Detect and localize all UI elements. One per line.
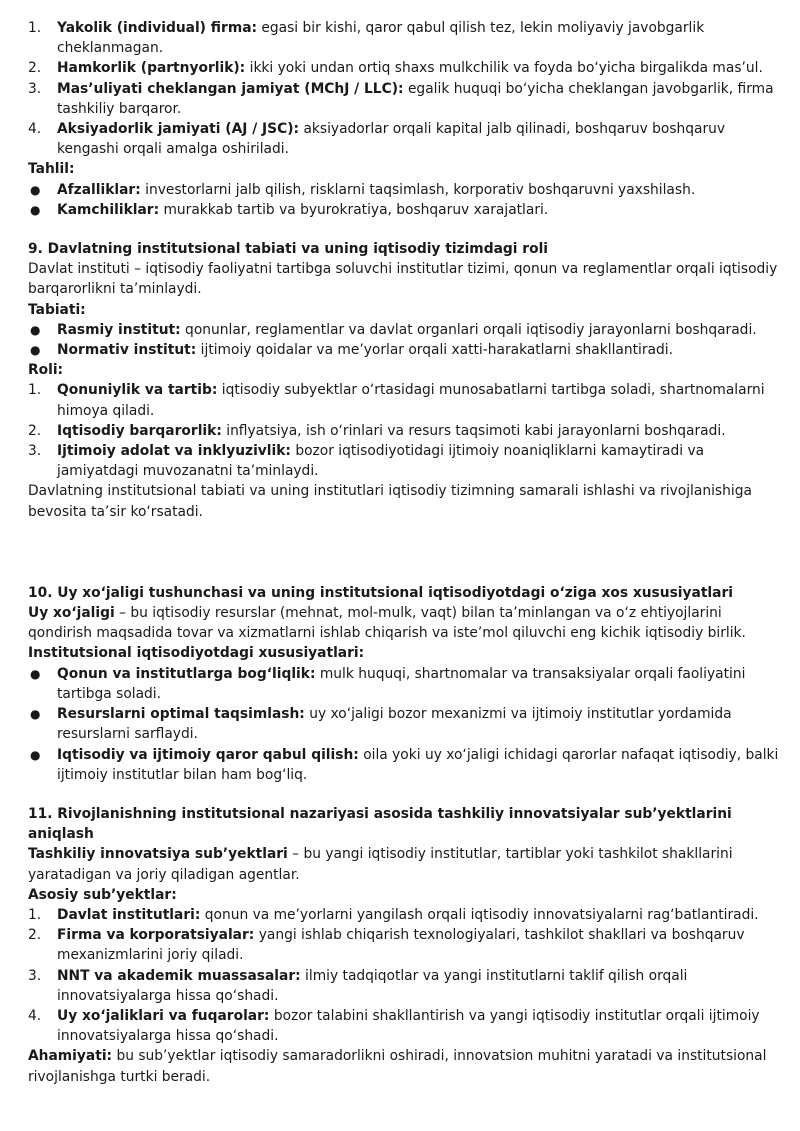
- tahlil-heading: Tahlil:: [28, 161, 75, 178]
- item-text: yangi ishlab chiqarish texnologiyalari, tashkilot shakllari va boshqaruv mexanizmlarini joriy qiladi.: [57, 927, 745, 964]
- item-term: Rasmiy institut:: [57, 321, 181, 338]
- bullet-icon: ●: [30, 707, 41, 722]
- features-heading: Institutsional iqtisodiyotdagi xususiyatlari:: [28, 645, 365, 662]
- item-text: qonunlar, reglamentlar va davlat organlari orqali iqtisodiy jarayonlarni boshqaradi.: [180, 321, 757, 338]
- item-term: Resurslarni optimal taqsimlash:: [57, 706, 305, 723]
- list-item: [28, 119, 784, 159]
- list-item: [28, 966, 784, 1006]
- item-text: uy xo‘jaligi bozor mexanizmi va ijtimoiy institutlar yordamida resurslarni sarflaydi.: [57, 706, 732, 743]
- item-number: 3.: [28, 80, 42, 97]
- bullet-icon: ●: [30, 747, 41, 762]
- bullet-item: [28, 320, 784, 340]
- bullet-icon: ●: [30, 343, 41, 358]
- list-item: [28, 18, 784, 58]
- bullet-icon: ●: [30, 202, 41, 217]
- list-item: [28, 1006, 784, 1046]
- item-text: investorlarni jalb qilish, risklarni taqsimlash, korporativ boshqaruvni yaxshilash.: [140, 181, 696, 198]
- item-term: Hamkorlik (partnyorlik):: [57, 60, 246, 77]
- item-number: 1.: [28, 20, 42, 36]
- list-item: [28, 925, 784, 965]
- section-10-title: 10. Uy xo‘jaligi tushunchasi va uning institutsional iqtisodiyotdagi o‘ziga xos xususiyatlari: [28, 584, 734, 601]
- item-text: bozor talabini shakllantirish va yangi iqtisodiy institutlar orqali ijtimoiy innovatsiyalarga hissa qo‘shadi.: [57, 1007, 760, 1045]
- item-term: Uy xo‘jaliklari va fuqarolar:: [57, 1007, 270, 1024]
- item-number: 1.: [28, 382, 42, 399]
- definition-term: Uy xo‘jaligi: [28, 605, 115, 622]
- list-item: [28, 441, 784, 481]
- item-text: egasi bir kishi, qaror qabul qilish tez, lekin moliyaviy javobgarlik cheklanmagan.: [57, 20, 705, 57]
- definition-text: – bu iqtisodiy resurslar (mehnat, mol-mulk, vaqt) bilan ta’minlangan va o‘z ehtiyojlarini qondirish maqsadida tovar va xizmatlarni ishlab chiqarish va iste’mol qiluvchi eng kichik iqtisodiy birlik.: [28, 605, 746, 642]
- bullet-icon: ●: [30, 666, 41, 681]
- item-term: Qonun va institutlarga bog‘liqlik:: [57, 665, 316, 682]
- item-term: Kamchiliklar:: [57, 201, 160, 218]
- section-11-definition: [28, 844, 784, 884]
- item-number: 2.: [28, 60, 42, 77]
- ahamiyati-paragraph: [28, 1046, 784, 1086]
- item-text: ijtimoiy qoidalar va me’yorlar orqali xatti-harakatlarni shakllantiradi.: [196, 342, 673, 359]
- item-text: inflyatsiya, ish o‘rinlari va resurs taqsimoti kabi jarayonlarni boshqaradi.: [221, 422, 726, 439]
- item-number: 1.: [28, 906, 42, 923]
- item-term: Iqtisodiy barqarorlik:: [57, 422, 222, 439]
- item-text: egalik huquqi bo‘yicha cheklangan javobgarlik, firma tashkiliy barqaror.: [57, 80, 774, 117]
- item-text: oila yoki uy xo‘jaligi ichidagi qarorlar nafaqat iqtisodiy, balki ijtimoiy institutlar bilan ham bog‘liq.: [57, 746, 779, 783]
- section-9-title: 9. Davlatning institutsional tabiati va uning iqtisodiy tizimdagi roli: [28, 241, 549, 258]
- item-term: Mas’uliyati cheklangan jamiyat (MChJ / LLC):: [57, 80, 404, 97]
- list-item: [28, 79, 784, 119]
- item-term: Aksiyadorlik jamiyati (AJ / JSC):: [57, 121, 300, 138]
- list-item: [28, 421, 784, 441]
- item-term: Yakolik (individual) firma:: [57, 20, 258, 36]
- item-text: qonun va me’yorlarni yangilash orqali iqtisodiy innovatsiyalarni rag‘batlantiradi.: [200, 906, 759, 923]
- roli-heading: Roli:: [28, 362, 64, 379]
- item-number: 3.: [28, 443, 42, 460]
- definition-term: Tashkiliy innovatsiya sub’yektlari: [28, 846, 288, 863]
- item-number: 4.: [28, 1007, 42, 1024]
- bullet-icon: ●: [30, 182, 41, 197]
- tabiati-heading: Tabiati:: [28, 301, 86, 318]
- item-term: Normativ institut:: [57, 342, 197, 359]
- section-9-intro: Davlat instituti – iqtisodiy faoliyatni tartibga soluvchi institutlar tizimi, qonun va reglamentlar orqali iqtisodiy barqarorlikni ta’minlaydi.: [28, 261, 778, 298]
- item-text: ilmiy tadqiqotlar va yangi institutlarni taklif qilish orqali innovatsiyalarga hissa qo‘shadi.: [57, 967, 688, 1004]
- item-text: murakkab tartib va byurokratiya, boshqaruv xarajatlari.: [159, 201, 549, 218]
- item-text: iqtisodiy subyektlar o‘rtasidagi munosabatlarni tartibga soladi, shartnomalarni himoya qiladi.: [57, 382, 765, 419]
- item-term: Iqtisodiy va ijtimoiy qaror qabul qilish:: [57, 746, 359, 763]
- item-text: mulk huquqi, shartnomalar va transaksiyalar orqali faoliyatini tartibga soladi.: [57, 665, 746, 702]
- subjects-heading: Asosiy sub’yektlar:: [28, 886, 177, 903]
- item-term: Davlat institutlari:: [57, 906, 201, 923]
- item-text: aksiyadorlar orqali kapital jalb qilinadi, boshqaruv boshqaruv kengashi orqali amalga oshiriladi.: [57, 121, 726, 158]
- list-item: [28, 905, 784, 925]
- item-text: ikki yoki undan ortiq shaxs mulkchilik va foyda bo‘yicha birgalikda mas’ul.: [245, 60, 763, 77]
- section-11-title: 11. Rivojlanishning institutsional nazariyasi asosida tashkiliy innovatsiyalar sub’yektlarini aniqlash: [28, 805, 732, 843]
- item-term: Ijtimoiy adolat va inklyuzivlik:: [57, 443, 291, 460]
- item-number: 3.: [28, 967, 42, 984]
- list-item: [28, 58, 784, 78]
- ahamiyati-text: bu sub’yektlar iqtisodiy samaradorlikni oshiradi, innovatsion muhitni yaratadi va institutsional rivojlanishga turtki beradi.: [28, 1048, 767, 1085]
- bullet-item: [28, 664, 784, 704]
- item-term: Qonuniylik va tartib:: [57, 382, 218, 399]
- ahamiyati-term: Ahamiyati:: [28, 1048, 113, 1065]
- item-term: Afzalliklar:: [57, 181, 141, 198]
- definition-text: – bu yangi iqtisodiy institutlar, tartiblar yoki tashkilot shakllarini yaratadigan va joriy qiladigan agentlar.: [28, 846, 733, 883]
- section-10-definition: [28, 603, 784, 643]
- bullet-item: [28, 180, 784, 200]
- bullet-item: [28, 745, 784, 785]
- list-item: [28, 380, 784, 420]
- item-term: NNT va akademik muassasalar:: [57, 967, 301, 984]
- item-term: Firma va korporatsiyalar:: [57, 927, 255, 944]
- bullet-item: [28, 704, 784, 744]
- item-number: 4.: [28, 121, 42, 138]
- bullet-item: [28, 200, 784, 220]
- bullet-icon: ●: [30, 322, 41, 337]
- item-text: bozor iqtisodiyotidagi ijtimoiy noaniqliklarni kamaytiradi va jamiyatdagi muvozanatni ta’minlaydi.: [57, 443, 705, 480]
- item-number: 2.: [28, 422, 42, 439]
- item-number: 2.: [28, 927, 42, 944]
- bullet-item: [28, 340, 784, 360]
- section-9-conclusion: Davlatning institutsional tabiati va uning institutlari iqtisodiy tizimning samarali ishlashi va rivojlanishiga bevosita ta’sir ko‘rsatadi.: [28, 483, 752, 520]
